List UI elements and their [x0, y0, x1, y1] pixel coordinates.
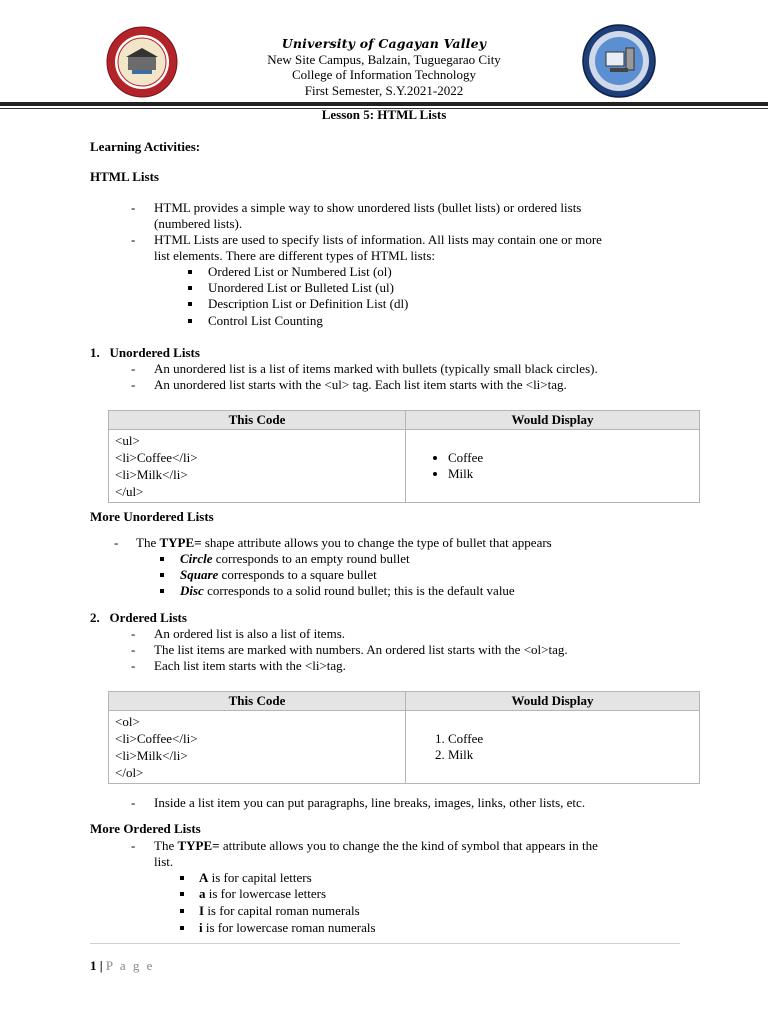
code-line: <li>Milk</li>	[115, 467, 188, 482]
college-name: College of Information Technology	[291, 67, 477, 82]
symbol-type-item	[199, 870, 312, 886]
symbol-term: I	[199, 903, 205, 918]
learning-activities-heading: Learning Activities:	[90, 139, 201, 154]
square-bullet-icon	[188, 302, 192, 306]
text-fragment: attribute allows you to change the the kind of symbol that appears in the	[219, 838, 598, 853]
symbol-desc: is for capital letters	[208, 870, 312, 885]
lesson-title: Lesson 5: HTML Lists	[321, 107, 447, 122]
ordered-desc-3: Each list item starts with the <li>tag.	[154, 658, 346, 673]
unordered-desc-1: An unordered list is a list of items marked with bullets (typically small black circles).	[154, 361, 598, 376]
symbol-desc: is for capital roman numerals	[204, 903, 360, 918]
intro-paragraph-2-cont: list elements. There are different types of HTML lists:	[154, 248, 435, 263]
list-type-item: Description List or Definition List (dl)	[208, 296, 409, 311]
list-type-item: Control List Counting	[208, 313, 323, 328]
more-ordered-heading: More Ordered Lists	[90, 821, 201, 836]
table-header-code: This Code	[109, 692, 406, 711]
symbol-term: a	[199, 886, 206, 901]
dash-bullet: -	[131, 626, 136, 641]
document-header	[0, 22, 768, 100]
list-type-item: Unordered List or Bulleted List (ul)	[208, 280, 394, 295]
square-bullet-icon	[180, 876, 184, 880]
page-separator: |	[96, 958, 106, 973]
unordered-lists-heading: 1. Unordered Lists	[90, 345, 200, 360]
display-cell	[406, 711, 700, 784]
ordered-after-note: Inside a list item you can put paragraphs, line breaks, images, links, other lists, etc.	[154, 795, 586, 810]
more-ordered-intro-cont: list.	[154, 854, 174, 869]
page-number: 1	[90, 958, 97, 973]
symbol-desc: is for lowercase roman numerals	[202, 920, 376, 935]
list-item: • Coffee	[448, 450, 693, 466]
list-item: 2. Milk	[448, 747, 693, 763]
ordered-example-table	[108, 691, 700, 784]
square-bullet-icon	[188, 319, 192, 323]
square-bullet-icon	[160, 573, 164, 577]
page-label: P a g e	[105, 958, 155, 973]
bullet-type-item	[180, 567, 377, 583]
html-lists-heading: HTML Lists	[90, 169, 159, 184]
bullet-desc: corresponds to an empty round bullet	[212, 551, 410, 566]
square-bullet-icon	[180, 926, 184, 930]
more-unordered-intro	[136, 535, 552, 551]
square-bullet-icon	[180, 892, 184, 896]
ordered-desc-1: An ordered list is also a list of items.	[154, 626, 346, 641]
text-fragment: The	[136, 535, 160, 550]
intro-paragraph-1: HTML provides a simple way to show unordered lists (bullet lists) or ordered lists	[154, 200, 582, 215]
more-ordered-intro	[154, 838, 598, 854]
dash-bullet: -	[131, 200, 136, 215]
bullet-term: Disc	[180, 583, 204, 598]
display-cell	[406, 430, 700, 503]
bullet-term: Circle	[180, 551, 213, 566]
table-header-display: Would Display	[406, 411, 700, 430]
header-divider-thick	[0, 102, 768, 106]
ordered-lists-heading: 2. Ordered Lists	[90, 610, 187, 625]
symbol-term: A	[199, 870, 209, 885]
code-line: <li>Coffee</li>	[115, 731, 198, 746]
bullet-type-item	[180, 583, 515, 599]
footer-divider	[90, 943, 680, 944]
more-unordered-heading: More Unordered Lists	[90, 509, 214, 524]
square-bullet-icon	[160, 557, 164, 561]
list-item: • Milk	[448, 466, 693, 482]
dash-bullet: -	[131, 377, 136, 392]
list-type-item: Ordered List or Numbered List (ol)	[208, 264, 392, 279]
symbol-type-item	[199, 903, 360, 919]
code-line: <li>Coffee</li>	[115, 450, 198, 465]
code-line: </ol>	[115, 765, 144, 780]
table-header-display: Would Display	[406, 692, 700, 711]
code-line: <ol>	[115, 714, 140, 729]
university-name: University of Cagayan Valley	[281, 36, 487, 51]
code-cell	[109, 430, 406, 503]
code-line: <ul>	[115, 433, 140, 448]
bullet-desc: corresponds to a square bullet	[218, 567, 377, 582]
type-attribute-label: TYPE=	[177, 838, 220, 853]
unordered-desc-2: An unordered list starts with the <ul> tag. Each list item starts with the <li>tag.	[154, 377, 567, 392]
dash-bullet: -	[131, 361, 136, 376]
dash-bullet: -	[131, 232, 136, 247]
bullet-term: Square	[180, 567, 219, 582]
symbol-type-item	[199, 920, 376, 936]
symbol-type-item	[199, 886, 326, 902]
code-line: </ul>	[115, 484, 144, 499]
campus-address: New Site Campus, Balzain, Tuguegarao City	[267, 51, 501, 67]
intro-paragraph-2: HTML Lists are used to specify lists of information. All lists may contain one or more	[154, 232, 602, 247]
square-bullet-icon	[180, 909, 184, 913]
list-item: 1. Coffee	[448, 731, 693, 747]
code-cell	[109, 711, 406, 784]
ordered-desc-2: The list items are marked with numbers. An ordered list starts with the <ol>tag.	[154, 642, 568, 657]
code-line: <li>Milk</li>	[115, 748, 188, 763]
dash-bullet: -	[114, 535, 119, 550]
unordered-example-table	[108, 410, 700, 503]
dash-bullet: -	[131, 642, 136, 657]
text-fragment: The	[154, 838, 178, 853]
dash-bullet: -	[131, 795, 136, 810]
type-attribute-label: TYPE=	[159, 535, 202, 550]
square-bullet-icon	[188, 286, 192, 290]
page-footer	[90, 958, 154, 974]
bullet-desc: corresponds to a solid round bullet; this is the default value	[203, 583, 515, 598]
dash-bullet: -	[131, 838, 136, 853]
square-bullet-icon	[160, 589, 164, 593]
semester-info: First Semester, S.Y.2021-2022	[304, 82, 464, 98]
dash-bullet: -	[131, 658, 136, 673]
symbol-desc: is for lowercase letters	[205, 886, 327, 901]
bullet-type-item	[180, 551, 410, 567]
text-fragment: shape attribute allows you to change the type of bullet that appears	[201, 535, 552, 550]
square-bullet-icon	[188, 270, 192, 274]
intro-paragraph-1-cont: (numbered lists).	[154, 216, 243, 231]
table-header-code: This Code	[109, 411, 406, 430]
symbol-term: i	[199, 920, 203, 935]
